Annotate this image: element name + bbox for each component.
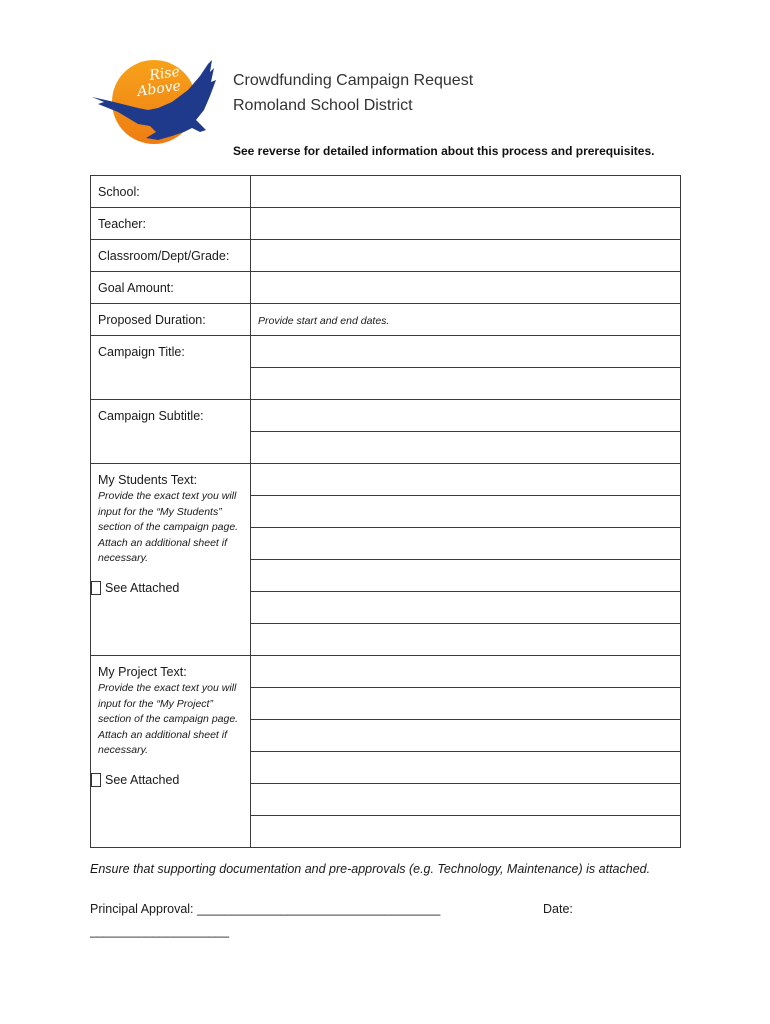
logo-text-above: Above (136, 78, 182, 100)
field-students-line-5[interactable] (251, 592, 681, 624)
field-campaign-subtitle-line-1[interactable] (251, 400, 681, 432)
field-duration[interactable] (251, 304, 681, 336)
label-campaign-title: Campaign Title: (98, 345, 185, 359)
field-campaign-title-line-1[interactable] (251, 336, 681, 368)
field-project-line-6[interactable] (251, 816, 681, 848)
checkbox-icon[interactable] (91, 773, 101, 787)
duration-hint: Provide start and end dates. (258, 315, 390, 327)
field-project-line-2[interactable] (251, 688, 681, 720)
date-signature-line[interactable]: ____________________ (90, 924, 230, 938)
see-attached-label: See Attached (105, 772, 180, 787)
students-help-text: Provide the exact text you will input for the “My Students” section of the campaign page. Attach an additional sheet if necessary. (98, 490, 239, 564)
project-see-attached[interactable] (91, 759, 250, 787)
label-goal: Goal Amount: (98, 281, 174, 295)
label-students-text: My Students Text: (98, 473, 198, 487)
field-campaign-subtitle-line-2[interactable] (251, 432, 681, 464)
label-campaign-subtitle: Campaign Subtitle: (98, 409, 204, 423)
row-campaign-title (91, 336, 681, 368)
reverse-note: See reverse for detailed information about this process and prerequisites. (233, 144, 655, 158)
row-school (91, 176, 681, 208)
row-campaign-subtitle (91, 400, 681, 432)
field-project-line-1[interactable] (251, 656, 681, 688)
students-see-attached[interactable] (91, 567, 250, 595)
district-name: Romoland School District (233, 97, 413, 114)
field-students-line-6[interactable] (251, 624, 681, 656)
project-help-text: Provide the exact text you will input for the “My Project” section of the campaign page. Attach an additional sheet if necessary. (98, 682, 239, 756)
principal-approval-line[interactable]: Principal Approval: ___________________________________ (90, 902, 441, 916)
row-duration (91, 304, 681, 336)
row-students-text (91, 464, 681, 496)
request-form-table (90, 175, 681, 848)
see-attached-label: See Attached (105, 580, 180, 595)
field-project-line-5[interactable] (251, 784, 681, 816)
field-project-line-4[interactable] (251, 752, 681, 784)
rise-above-logo (92, 58, 220, 148)
row-goal (91, 272, 681, 304)
field-students-line-1[interactable] (251, 464, 681, 496)
date-label: Date: (543, 902, 573, 916)
row-teacher (91, 208, 681, 240)
field-students-line-2[interactable] (251, 496, 681, 528)
checkbox-icon[interactable] (91, 581, 101, 595)
label-duration: Proposed Duration: (98, 313, 206, 327)
label-school: School: (98, 185, 140, 199)
label-project-text: My Project Text: (98, 665, 187, 679)
field-campaign-title-line-2[interactable] (251, 368, 681, 400)
row-project-text (91, 656, 681, 688)
field-teacher[interactable] (251, 208, 681, 240)
field-students-line-3[interactable] (251, 528, 681, 560)
form-title: Crowdfunding Campaign Request (233, 72, 474, 89)
field-goal[interactable] (251, 272, 681, 304)
label-classroom: Classroom/Dept/Grade: (98, 249, 230, 263)
logo-text-rise: Rise (148, 63, 181, 84)
field-classroom[interactable] (251, 240, 681, 272)
field-school[interactable] (251, 176, 681, 208)
row-classroom (91, 240, 681, 272)
documentation-note: Ensure that supporting documentation and pre-approvals (e.g. Technology, Maintenance) is attached. (90, 862, 651, 876)
field-students-line-4[interactable] (251, 560, 681, 592)
field-project-line-3[interactable] (251, 720, 681, 752)
label-teacher: Teacher: (98, 217, 146, 231)
